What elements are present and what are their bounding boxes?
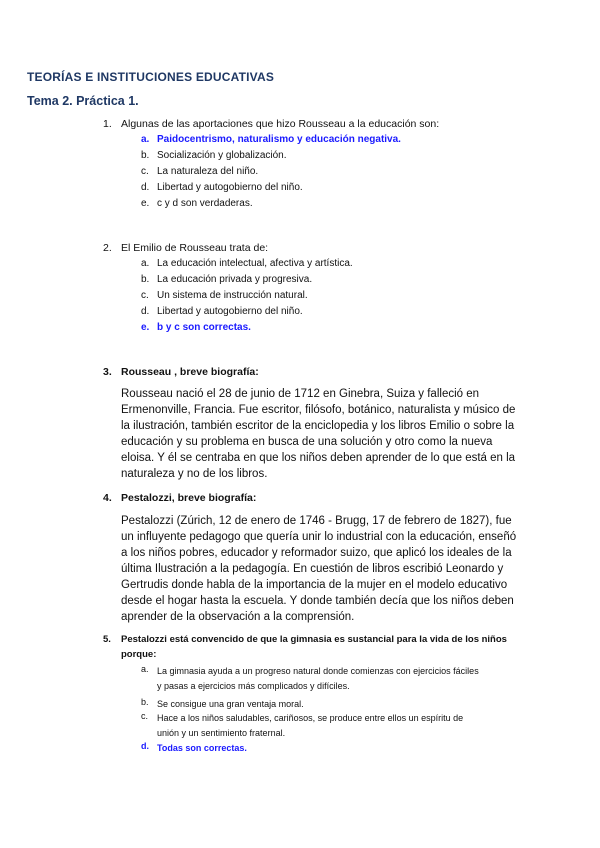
- option-letter: a.: [141, 664, 149, 674]
- question-text: Pestalozzi está convencido de que la gimnasia es sustancial para la vida de los niños: [121, 634, 507, 645]
- question-number: 1.: [103, 118, 112, 130]
- option-text: c y d son verdaderas.: [157, 198, 253, 209]
- option-text: Libertad y autogobierno del niño.: [157, 306, 303, 317]
- answer-line: naturaleza y no de los libros.: [121, 468, 268, 480]
- option-letter: c.: [141, 290, 149, 301]
- option-text: La naturaleza del niño.: [157, 166, 259, 177]
- option-text: La educación privada y progresiva.: [157, 274, 313, 285]
- option-line: unión y un sentimiento fraternal.: [157, 728, 286, 738]
- question-text: Algunas de las aportaciones que hizo Rousseau a la educación son:: [121, 118, 440, 130]
- document-title: TEORÍAS E INSTITUCIONES EDUCATIVAS: [27, 70, 275, 84]
- answer-line: desde el hogar hasta la escuela. Y donde también decía que los niños deben: [121, 595, 514, 607]
- question-text: Pestalozzi, breve biografía:: [121, 492, 257, 504]
- option-text: Socialización y globalización.: [157, 150, 287, 161]
- option-letter: e.: [141, 322, 150, 333]
- question-number: 5.: [103, 634, 111, 645]
- option-letter: b.: [141, 274, 150, 285]
- option-letter: a.: [141, 134, 150, 145]
- question-number: 2.: [103, 242, 112, 254]
- answer-line: eloisa. Y él se centraba en que los niños deben aprender de lo que está en la: [121, 452, 516, 464]
- option-line: y pasas a ejercicios más complicados y difíciles.: [157, 681, 350, 691]
- option-text: Un sistema de instrucción natural.: [157, 290, 308, 301]
- option-letter: d.: [141, 306, 150, 317]
- option-text: [157, 697, 304, 712]
- option-letter: b.: [141, 697, 149, 707]
- document-subtitle: Tema 2. Práctica 1.: [27, 94, 139, 108]
- option-text: [157, 741, 247, 756]
- question-5-continuation: [121, 649, 156, 660]
- option-letter: d.: [141, 182, 150, 193]
- answer-line: Ermenonville, Francia. Fue escritor, filósofo, botánico, naturalista y músico de: [121, 404, 516, 416]
- option-text: b y c son correctas.: [157, 322, 251, 333]
- question-number: 4.: [103, 492, 112, 504]
- option-text: Paidocentrismo, naturalismo y educación negativa.: [157, 134, 401, 145]
- answer-line: Gertrudis donde habla de la importancia de la mujer en el modelo educativo: [121, 579, 508, 591]
- option-letter: d.: [141, 741, 149, 751]
- answer-line: la ilustración, también escritor de la enciclopedia y los libros Emilio o sobre la: [121, 420, 515, 432]
- option-letter: a.: [141, 258, 150, 269]
- option-letter: b.: [141, 150, 150, 161]
- option-letter: e.: [141, 198, 150, 209]
- option-text: Libertad y autogobierno del niño.: [157, 182, 303, 193]
- answer-line: aprender de la observación a la comprensión.: [121, 611, 355, 623]
- question-number: 3.: [103, 366, 112, 378]
- option-text: La educación intelectual, afectiva y artística.: [157, 258, 353, 269]
- answer-line: última Ilustración a la pedagogía. En cuestión de libros escribió Leonardo y: [121, 563, 504, 575]
- answer-line: un influyente pedagogo que quería unir lo industrial con la educación, enseñó: [121, 531, 517, 543]
- option-line: Se consigue una gran ventaja moral.: [157, 699, 304, 709]
- option-text: [157, 664, 479, 694]
- option-text: [157, 711, 463, 741]
- answer-line: Pestalozzi (Zúrich, 12 de enero de 1746 - Brugg, 17 de febrero de 1827), fue: [121, 515, 512, 527]
- answer-line: educación y su problema en busca de una solución y otro como la nueva: [121, 436, 493, 448]
- question-4-answer: [121, 513, 546, 625]
- question-3-answer: [121, 386, 546, 482]
- question-text: porque:: [121, 649, 157, 660]
- option-line: Hace a los niños saludables, cariñosos, se produce entre ellos un espíritu de: [157, 713, 464, 723]
- option-letter: c.: [141, 711, 149, 721]
- answer-line: a los niños pobres, educador y reformador suizo, que aplicó los ideales de la: [121, 547, 512, 559]
- question-text: El Emilio de Rousseau trata de:: [121, 242, 269, 254]
- option-line: La gimnasia ayuda a un progreso natural donde comienzas con ejercicios fáciles: [157, 666, 479, 676]
- option-letter: c.: [141, 166, 149, 177]
- question-text: Rousseau , breve biografía:: [121, 366, 259, 378]
- answer-line: Rousseau nació el 28 de junio de 1712 en Ginebra, Suiza y falleció en: [121, 388, 480, 400]
- option-line: Todas son correctas.: [157, 743, 247, 753]
